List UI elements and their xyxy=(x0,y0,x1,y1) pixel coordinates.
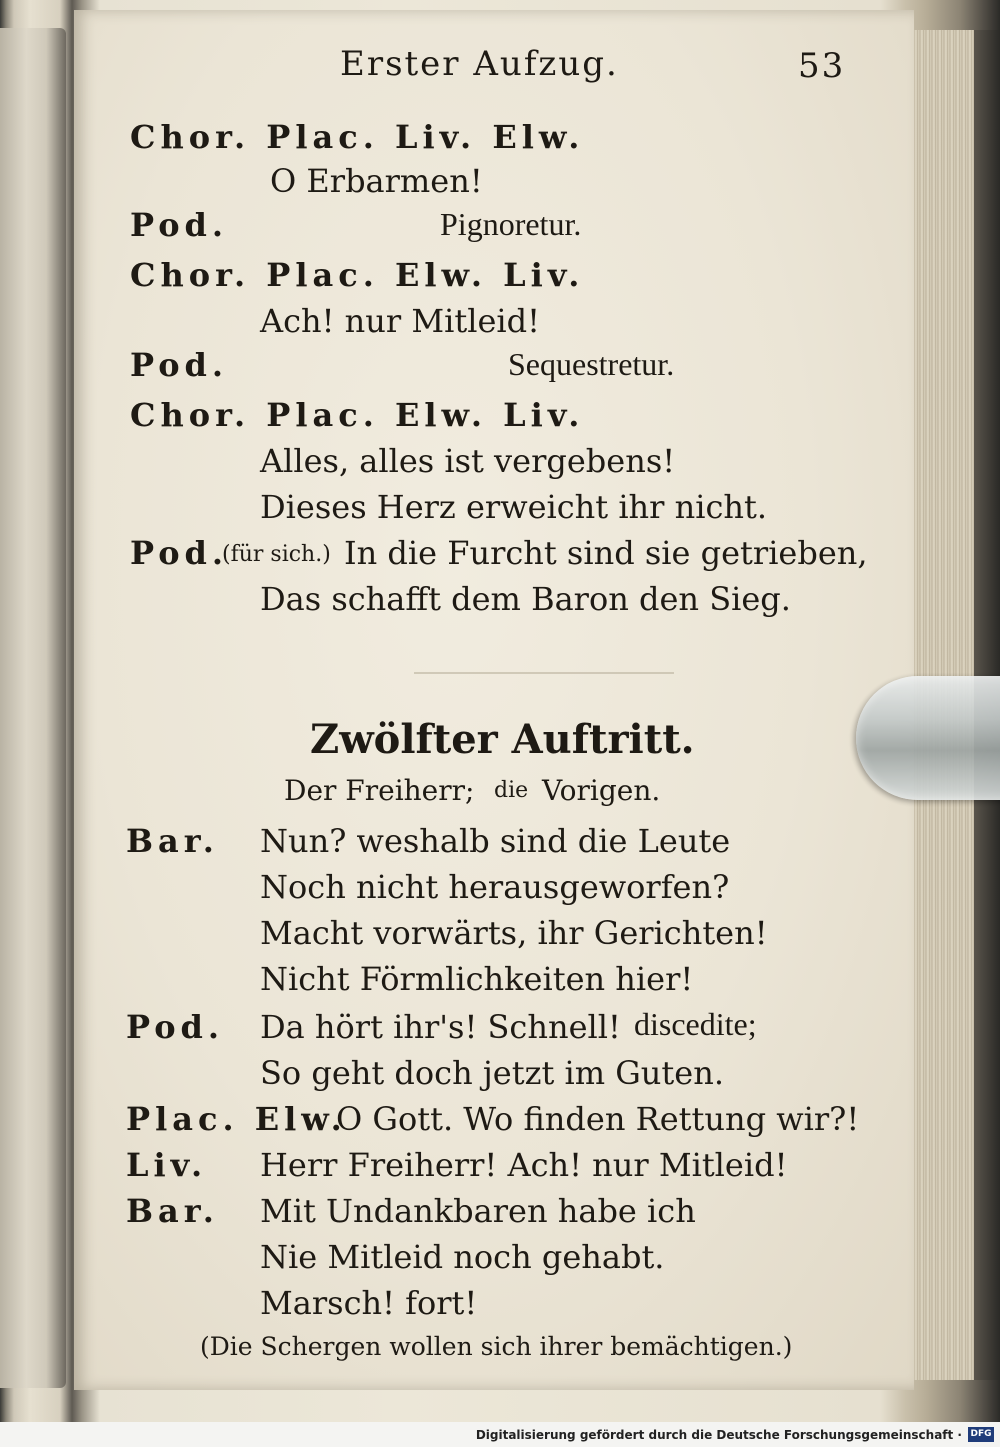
speaker: Chor. Plac. Elw. Liv. xyxy=(130,256,585,294)
verse-line-latin: Sequestretur. xyxy=(508,346,675,382)
verse-line: Macht vorwärts, ihr Gerichten! xyxy=(260,914,768,952)
verse-line: In die Furcht sind sie getrieben, xyxy=(344,534,868,572)
verse-line: Dieses Herz erweicht ihr nicht. xyxy=(260,488,768,526)
book-page xyxy=(74,10,914,1390)
scene-subtitle: Vorigen. xyxy=(542,774,661,807)
speaker: Chor. Plac. Elw. Liv. xyxy=(130,396,585,434)
speaker: Pod. xyxy=(130,206,229,244)
speaker: Pod. xyxy=(130,534,229,572)
speaker: Bar. xyxy=(126,822,219,860)
verse-line: O Erbarmen! xyxy=(270,162,483,200)
aside: (für sich.) xyxy=(222,542,331,567)
scene-subtitle: Der Freiherr; xyxy=(284,774,475,807)
scene-subtitle: die xyxy=(494,778,529,803)
verse-line-latin: discedite; xyxy=(634,1006,757,1042)
verse-line: Das schafft dem Baron den Sieg. xyxy=(260,580,791,618)
stage-direction: (Die Schergen wollen sich ihrer bemächtigen.) xyxy=(200,1332,793,1361)
verse-line: Nun? weshalb sind die Leute xyxy=(260,822,731,860)
dfg-logo: DFG xyxy=(968,1427,994,1442)
section-divider xyxy=(414,672,674,674)
running-title: Erster Aufzug. xyxy=(340,44,619,84)
verse-line-latin: Pignoretur. xyxy=(440,206,582,242)
speaker: Pod. xyxy=(126,1008,225,1046)
verse-line: Ach! nur Mitleid! xyxy=(260,302,540,340)
verse-line: O Gott. Wo finden Rettung wir?! xyxy=(336,1100,860,1138)
verse-line: Alles, alles ist vergebens! xyxy=(260,442,676,480)
scene-title: Zwölfter Auftritt. xyxy=(310,716,695,763)
funding-credit: Digitalisierung gefördert durch die Deutsche Forschungsgemeinschaft · xyxy=(475,1428,962,1442)
verse-line: Herr Freiherr! Ach! nur Mitleid! xyxy=(260,1146,788,1184)
verse-line: Da hört ihr's! Schnell! xyxy=(260,1008,621,1046)
speaker: Bar. xyxy=(126,1192,219,1230)
speaker: Pod. xyxy=(130,346,229,384)
verse-line: Marsch! fort! xyxy=(260,1284,478,1322)
verse-line: Noch nicht herausgeworfen? xyxy=(260,868,730,906)
verse-line: So geht doch jetzt im Guten. xyxy=(260,1054,724,1092)
verse-line: Nie Mitleid noch gehabt. xyxy=(260,1238,665,1276)
page-holder-clip xyxy=(856,676,1000,800)
speaker: Chor. Plac. Liv. Elw. xyxy=(130,118,585,156)
verse-line: Nicht Förmlichkeiten hier! xyxy=(260,960,694,998)
speaker: Plac. Elw. xyxy=(126,1100,347,1138)
footer-bar xyxy=(0,1422,1000,1447)
verse-line: Mit Undankbaren habe ich xyxy=(260,1192,696,1230)
left-page-edge xyxy=(0,28,66,1388)
page-number: 53 xyxy=(798,46,846,86)
speaker: Liv. xyxy=(126,1146,208,1184)
